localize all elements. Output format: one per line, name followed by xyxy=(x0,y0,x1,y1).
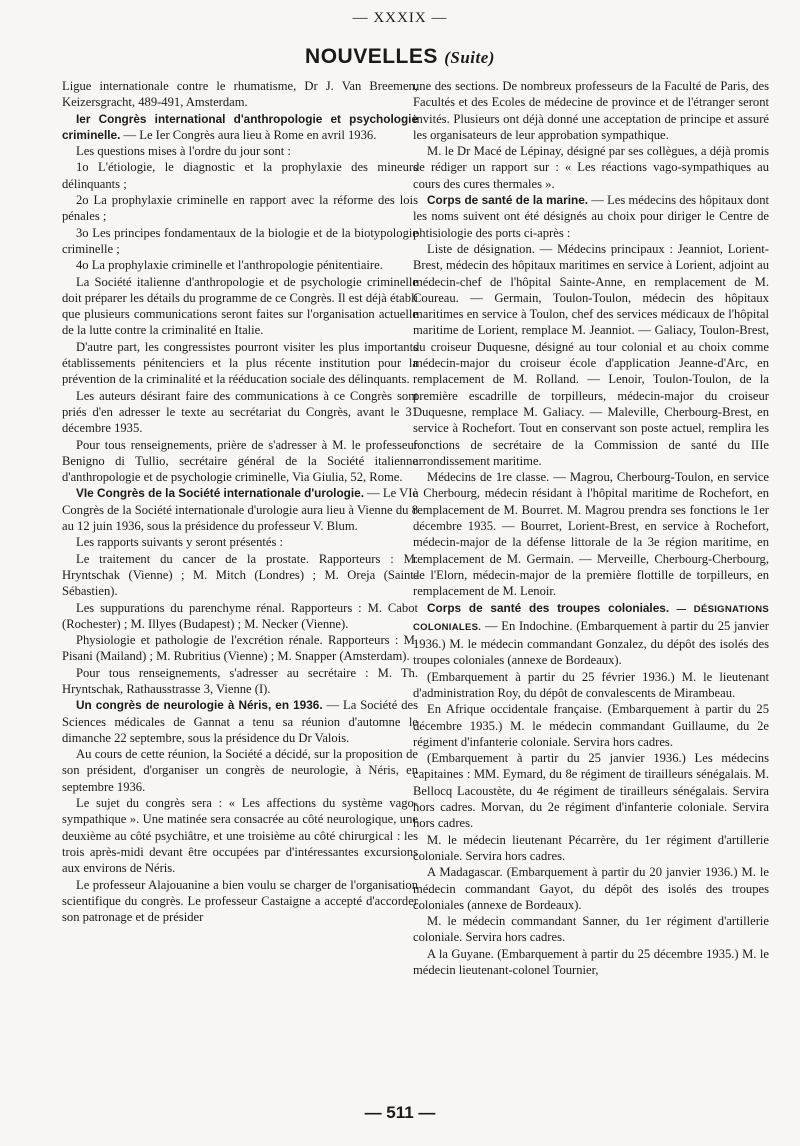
paragraph xyxy=(413,832,769,865)
page-roman-numeral: — XXXIX — xyxy=(352,10,448,26)
paragraph xyxy=(413,913,769,946)
paragraph-text: Les auteurs désirant faire des communications à ce Congrès sont priés d'en adresser le texte au secrétariat du Congrès, avant le 31 décembre 1935. xyxy=(62,388,418,436)
paragraph xyxy=(62,225,418,258)
right-column xyxy=(413,78,769,1103)
paragraph-text: Les suppurations du parenchyme rénal. Rapporteurs : M. Cabot (Rochester) ; M. Illyes (Budapest) ; M. Necker (Vienne). xyxy=(62,600,418,631)
paragraph-text: Pour tous renseignements, prière de s'adresser à M. le professeur Benigno di Tullio, secrétaire général de la Société italienne d'anthropologie et de psychologie criminelle, Via Giulia, 52, Rome. xyxy=(62,437,418,485)
paragraph xyxy=(413,469,769,599)
paragraph xyxy=(62,665,418,698)
paragraph xyxy=(413,192,769,241)
paragraph-subheading: — DÉSIGNATIONS COLONIALES. xyxy=(413,603,769,633)
paragraph xyxy=(62,551,418,600)
paragraph-text: — Le VIe Congrès de la Société internationale d'urologie aura lieu à Vienne du 8 au 12 juin 1936, sous la présidence du professeur V. Blum. xyxy=(62,486,418,534)
paragraph xyxy=(413,946,769,979)
paragraph-heading: Ier Congrès international d'anthropologie et psychologie criminelle. xyxy=(62,111,418,142)
paragraph xyxy=(413,669,769,702)
left-column xyxy=(62,78,418,1103)
paragraph xyxy=(62,339,418,388)
paragraph-text: Physiologie et pathologie de l'excrétion rénale. Rapporteurs : M. Pisani (Mailand) ; M. Rubritius (Vienne) ; M. Snapper (Amsterdam). xyxy=(62,633,418,664)
paragraph-text: 3o Les principes fondamentaux de la biologie et de la biotypologie criminelle ; xyxy=(62,225,418,256)
paragraph xyxy=(62,111,418,144)
paragraph-text: Ligue internationale contre le rhumatisme, Dr J. Van Breemen, Keizersgracht, 489-491, Amsterdam. xyxy=(62,79,418,110)
paragraph-heading: Un congrès de neurologie à Néris, en 1936. xyxy=(76,698,323,713)
paragraph xyxy=(62,795,418,876)
paragraph-text: (Embarquement à partir du 25 février 1936.) M. le lieutenant d'administration Roy, du dépôt de convalescents de Mirambeau. xyxy=(413,669,769,700)
paragraph-text: 1o L'étiologie, le diagnostic et la prophylaxie des mineurs délinquants ; xyxy=(62,160,418,191)
paragraph xyxy=(62,632,418,665)
paragraph-text: Médecins de 1re classe. — Magrou, Cherbourg-Toulon, en service à Cherbourg, médecin résidant à l'hôpital maritime de Rochefort, en remplacement de M. Bourret. M. Magrou prendra ses fonctions le 1er décembre 1935. — Bourret, Lorient-Brest, en service à Rochefort, médecin-major de la défense littorale de la 3e région maritime, en remplacement de M. Germain. — Merveille, Cherbourg-Cherbourg, de l'Elorn, médecin-major de la première flottille de torpilleurs, en remplacement de M. Lenoir. xyxy=(413,470,769,599)
paragraph-text: Pour tous renseignements, s'adresser au secrétaire : M. Th. Hryntschak, Rathausstrasse 3, Vienne (I). xyxy=(62,665,418,696)
paragraph-text: — Le Ier Congrès aura lieu à Rome en avril 1936. xyxy=(120,127,377,142)
paragraph-heading: Corps de santé de la marine. xyxy=(427,193,589,208)
paragraph xyxy=(62,877,418,926)
paragraph-heading: Corps de santé des troupes coloniales. xyxy=(427,600,670,615)
paragraph-text: Liste de désignation. — Médecins principaux : Jeanniot, Lorient-Brest, médecin des hôpitaux maritimes en service à Lorient, adjoint au médecin-chef de l'hôpital Sainte-Anne, en remplacement de M. Coureau. — Germain, Toulon-Toulon, médecin des hôpitaux maritimes en service à Toulon, chef des services médicaux de l'hôpital maritime de Lorient, remplace M. Jeanniot. — Galiacy, Toulon-Brest, du croiseur Duquesne, désigné au tour colonial et au choix comme médecin-major du croiseur école d'application Jeanne-d'Arc, en remplacement de M. Rolland. — Lenoir, Toulon-Toulon, de la première escadrille de torpilleurs, médecin-major du croiseur Duquesne, remplace M. Galiacy. — Maleville, Cherbourg-Brest, en service à Rochefort. Tout en conservant son poste actuel, remplira les fonctions de secrétaire de la Commission de santé du IIIe arrondissement maritime. xyxy=(413,241,769,468)
paragraph-text: M. le médecin commandant Sanner, du 1er régiment d'artillerie coloniale. Servira hors cadres. xyxy=(413,914,769,945)
paragraph xyxy=(413,750,769,831)
paragraph-text: Le sujet du congrès sera : « Les affections du système vago-sympathique ». Une matinée sera consacrée au côté neurologique, une deuxième au côté psychiâtre, et une troisième au côté chirurgical : les trois après-midi devant être occupées par d'intéressantes excursions aux environs de Néris. xyxy=(62,796,418,876)
paragraph xyxy=(413,701,769,750)
paragraph xyxy=(413,241,769,469)
paragraph-text: En Afrique occidentale française. (Embarquement à partir du 25 décembre 1935.) M. le médecin commandant Guillaume, du 2e régiment d'infanterie coloniale. Servira hors cadres. xyxy=(413,702,769,749)
paragraph xyxy=(62,274,418,339)
paragraph xyxy=(62,257,418,273)
paragraph xyxy=(62,388,418,437)
paragraph-text: Les rapports suivants y seront présentés : xyxy=(76,535,284,550)
paragraph-text: une des sections. De nombreux professeurs de la Faculté de Paris, des Facultés et des Ecoles de médecine de province et de l'étranger seront invités. Plusieurs ont déjà donné une acceptation de principe et assuré les organisateurs de leur approbation sympathique. xyxy=(413,79,769,142)
paragraph-text: — Les médecins des hôpitaux dont les noms suivent ont été désignés au choix pour diriger le Centre de phtisiologie des ports ci-après : xyxy=(413,193,769,240)
paragraph xyxy=(62,143,418,159)
paragraph-text: A la Guyane. (Embarquement à partir du 25 décembre 1935.) M. le médecin lieutenant-colonel Tournier, xyxy=(413,946,769,978)
paragraph-text: Le traitement du cancer de la prostate. Rapporteurs : M. Hryntschak (Vienne) ; M. Mitch (Londres) ; M. Oreja (Saint-Sébastien). xyxy=(62,551,418,599)
paragraph-text: M. le médecin lieutenant Pécarrère, du 1er régiment d'artillerie coloniale. Servira hors cadres. xyxy=(413,832,769,863)
paragraph-text: — En Indochine. (Embarquement à partir du 25 janvier 1936.) M. le médecin commandant Gonzalez, du dépôt des isolés des troupes coloniales (annexe de Bordeaux). xyxy=(413,618,769,668)
paragraph xyxy=(62,159,418,192)
paragraph-heading: VIe Congrès de la Société internationale d'urologie. xyxy=(76,486,364,501)
paragraph xyxy=(62,78,418,111)
paragraph xyxy=(62,437,418,486)
paragraph xyxy=(62,697,418,746)
section-title-suffix: (Suite) xyxy=(444,48,495,67)
paragraph xyxy=(62,746,418,795)
paragraph xyxy=(62,485,418,534)
paragraph-text: (Embarquement à partir du 25 janvier 1936.) Les médecins capitaines : MM. Eymard, du 8e régiment de tirailleurs sénégalais. M. Bellocq Lacoustète, du 4e régiment de tirailleurs sénégalais. Servira hors cadres. Morvan, du 2e régiment d'infanterie coloniale. Servira hors cadres. xyxy=(413,751,769,831)
paragraph-text: La Société italienne d'anthropologie et de psychologie criminelle doit préparer les détails du programme de ce Congrès. Il est déjà établi que plusieurs communications seront faites sur l'organisation actuelle de la lutte contre la criminalité en Italie. xyxy=(62,274,418,338)
paragraph xyxy=(413,143,769,192)
paragraph xyxy=(62,534,418,550)
paragraph-text: 4o La prophylaxie criminelle et l'anthropologie pénitentiaire. xyxy=(76,258,383,273)
paragraph-text: A Madagascar. (Embarquement à partir du 20 janvier 1936.) M. le médecin commandant Gayot, du dépôt des isolés des troupes coloniales (annexe de Bordeaux). xyxy=(413,865,769,912)
paragraph xyxy=(62,600,418,633)
section-title xyxy=(0,45,800,69)
paragraph xyxy=(413,78,769,143)
paragraph-text: 2o La prophylaxie criminelle en rapport avec la réforme des lois pénales ; xyxy=(62,193,418,224)
paragraph-text: Les questions mises à l'ordre du jour sont : xyxy=(76,144,291,159)
paragraph-text: Au cours de cette réunion, la Société a décidé, sur la proposition de son président, d'organiser un congrès de neurologie, à Néris, en septembre 1936. xyxy=(62,747,418,794)
paragraph xyxy=(413,600,769,669)
paragraph xyxy=(413,864,769,913)
paragraph-text: M. le Dr Macé de Lépinay, désigné par ses collègues, a déjà promis de rédiger un rapport sur : « Les réactions vago-sympathiques au cours des cures thermales ». xyxy=(413,144,769,191)
section-title-text: NOUVELLES xyxy=(305,45,438,68)
paragraph-text: Le professeur Alajouanine a bien voulu se charger de l'organisation scientifique du congrès. Le professeur Castaigne a accepté d'accorder son patronage et de présider xyxy=(62,877,418,925)
paragraph-text: — La Société des Sciences médicales de Gannat a tenu sa réunion d'automne le dimanche 22 septembre, sous la présidence du Dr Valois. xyxy=(62,698,418,745)
paragraph xyxy=(62,192,418,225)
paragraph-text: D'autre part, les congressistes pourront visiter les plus importants établissements pénitenciers et la plus récente institution pour la prévention de la criminalité et la rééducation sociale des délinquants. xyxy=(62,339,418,387)
page-number: — 511 — xyxy=(364,1103,436,1122)
